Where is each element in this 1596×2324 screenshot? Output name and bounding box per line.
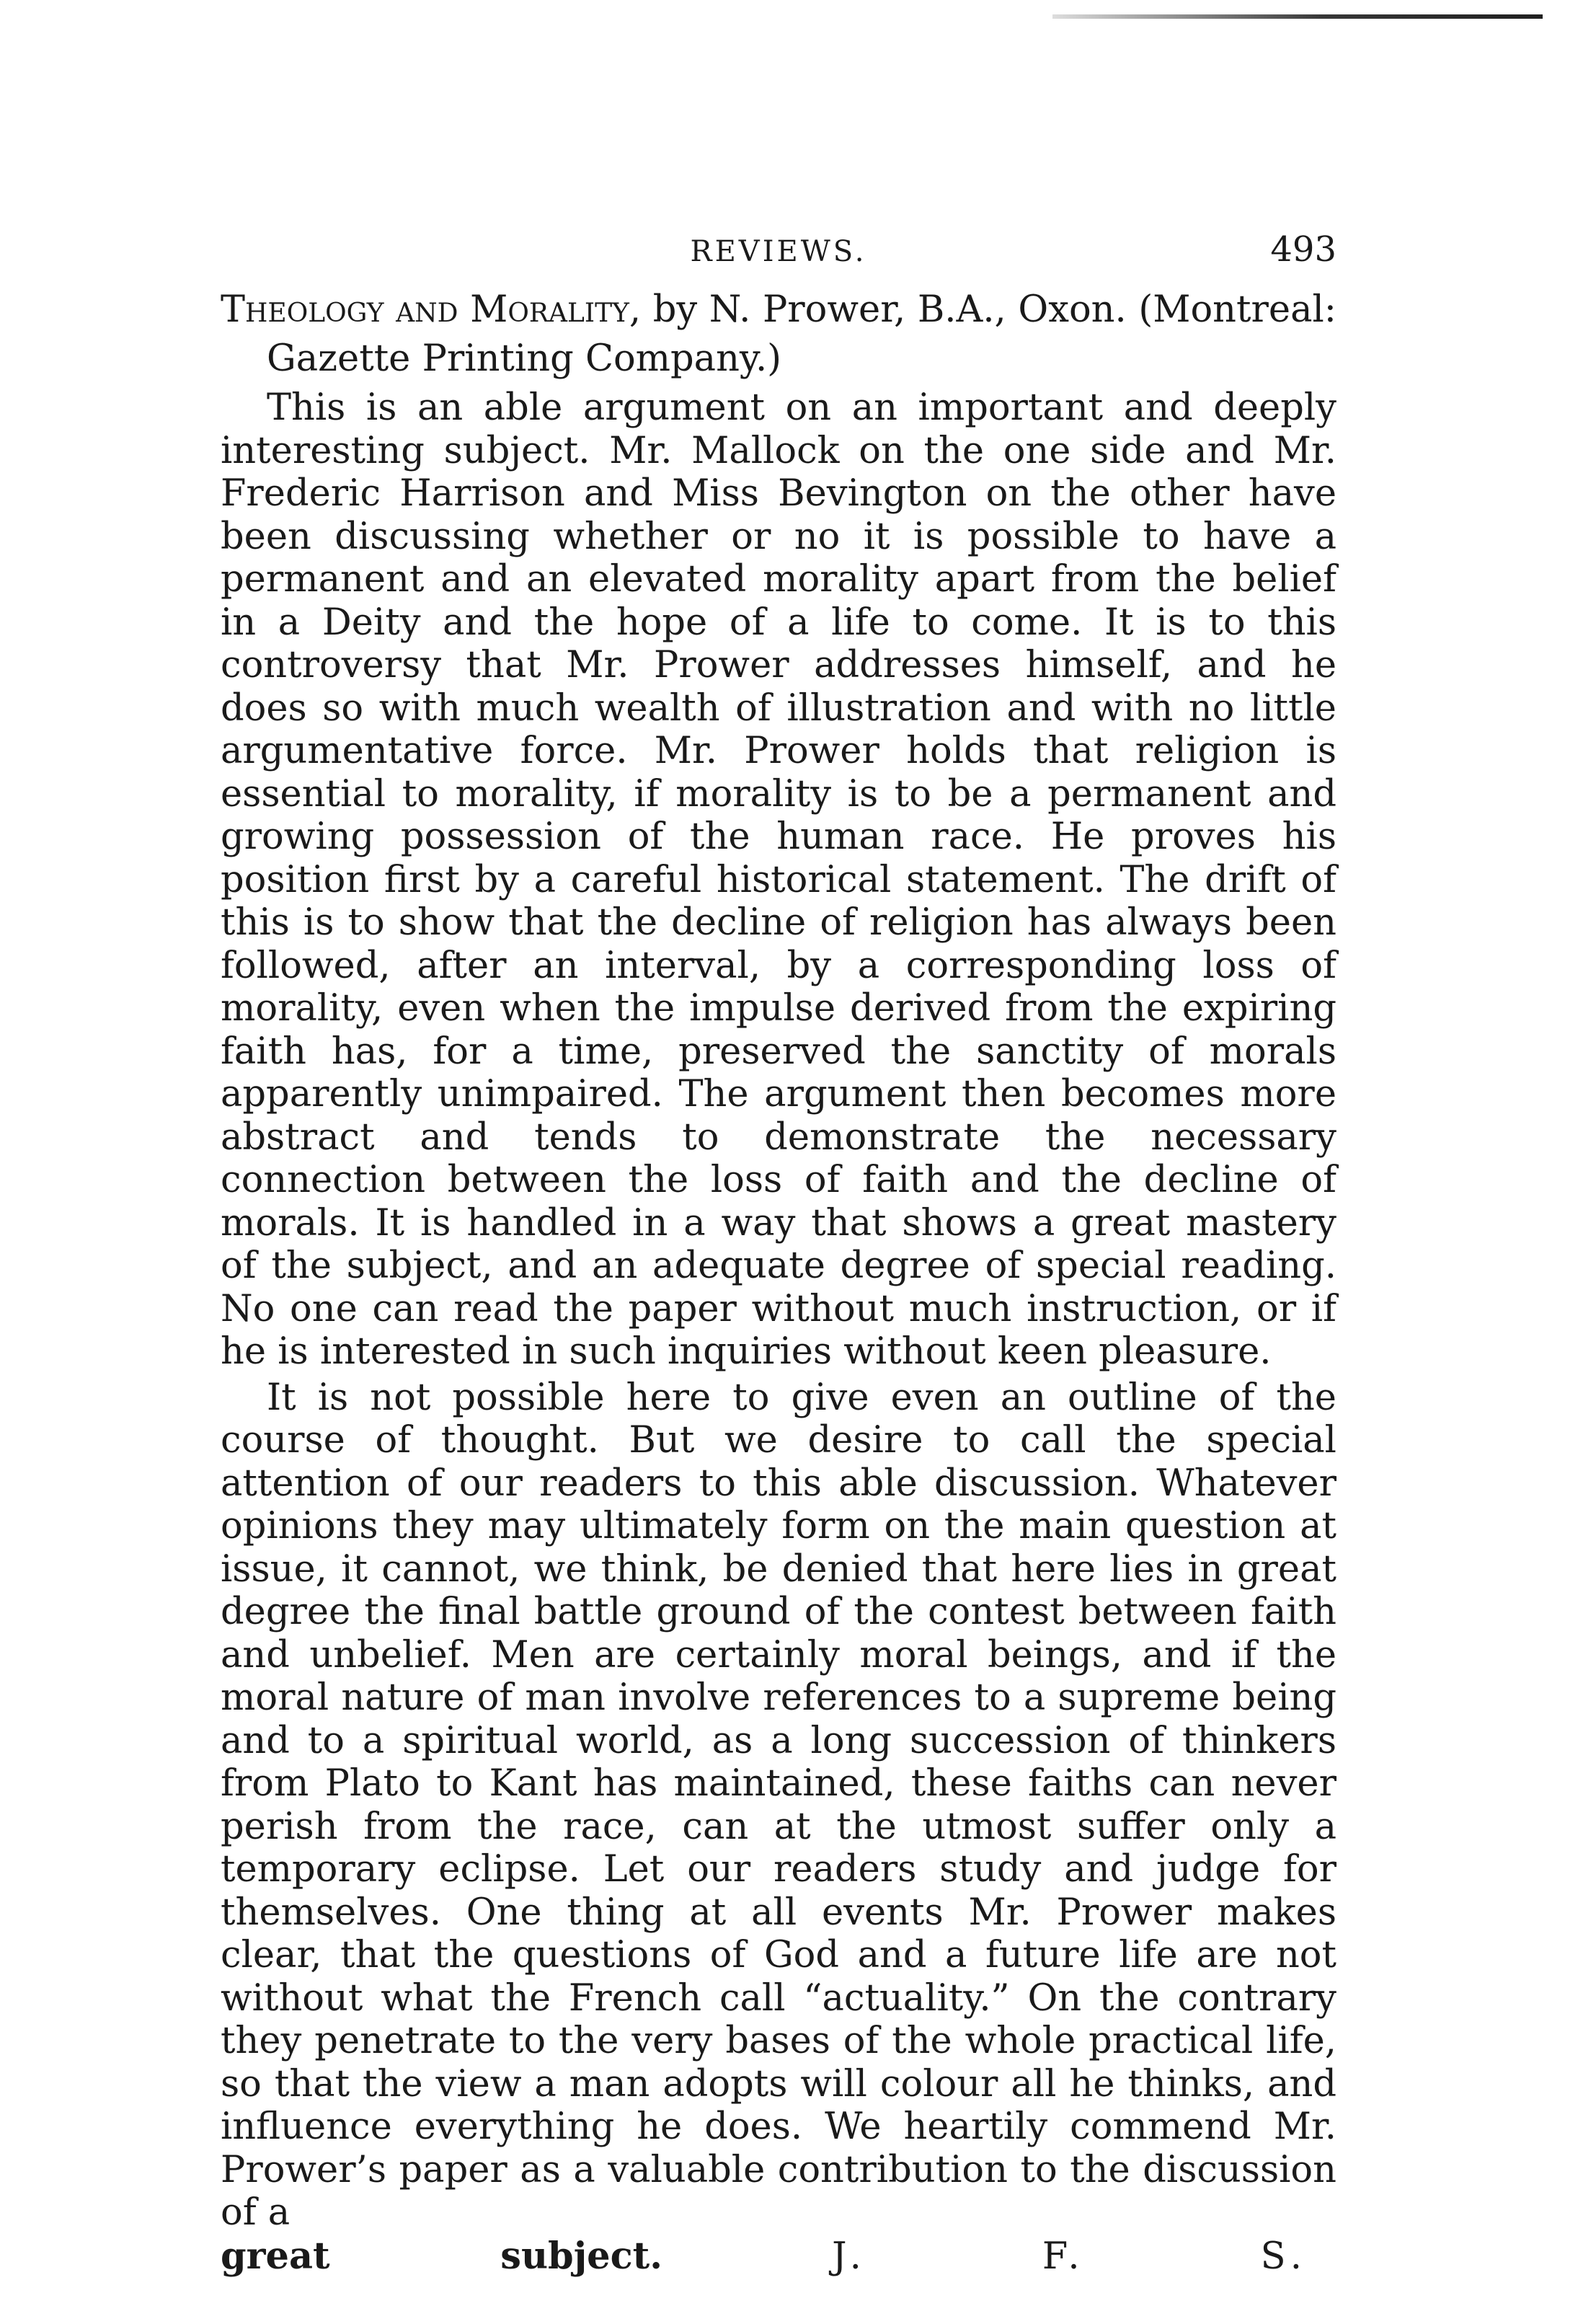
page-number: 493: [1270, 229, 1336, 270]
review-citation: [221, 286, 1336, 384]
review-author: by N. Prower, B.A., Oxon.: [652, 288, 1127, 331]
section-title: REVIEWS.: [690, 235, 867, 268]
review-publisher: (Montreal: Gazette Printing Company.): [267, 288, 1336, 380]
top-edge-rule: [1052, 14, 1543, 19]
review-paragraph-1: This is an able argument on an important and deeply interesting subject. Mr. Mallock on the one side and Mr. Frederic Harrison and Miss Bevington on the other have been discussing whether or no it is possible to have a permanent and an elevated morality apart from the belief in a Deity and the hope of a life to come. It is to this controversy that Mr. Prower addresses himself, and he does so with much wealth of illustration and with no little argumentative force. Mr. Prower holds that religion is essential to morality, if morality is to be a permanent and growing possession of the human race. He proves his position first by a careful historical statement. The drift of this is to show that the decline of religion has always been followed, after an interval, by a corresponding loss of morality, even when the impulse derived from the expiring faith has, for a time, preserved the sanctity of morals apparently unimpaired. The argument then becomes more abstract and tends to demonstrate the necessary connection between the loss of faith and the decline of morals. It is handled in a way that shows a great mastery of the subject, and an adequate degree of special reading. No one can read the paper without much instruction, or if he is interested in such inquiries without keen pleasure.: [221, 386, 1336, 1373]
running-head: [221, 229, 1336, 280]
book-page: [221, 229, 1336, 2279]
review-paragraph-2: It is not possible here to give even an outline of the course of thought. But we desire to call the special attention of our readers to this able discussion. Whatever opinions they may ultimately form on the main question at issue, it cannot, we think, be denied that here lies in great degree the final battle ground of the contest between faith and unbelief. Men are certainly moral beings, and if the moral nature of man involve references to a supreme being and to a spiritual world, as a long succession of thinkers from Plato to Kant has maintained, these faiths can never perish from the race, can at the utmost suffer only a temporary eclipse. Let our readers study and judge for themselves. One thing at all events Mr. Prower makes clear, that the questions of God and a future life are not without what the French call “actuality.” On the contrary they penetrate to the very bases of the whole practical life, so that the view a man adopts will colour all he thinks, and influence everything he does. We heartily commend Mr. Prower’s paper as a valuable contribution to the discussion of a: [221, 1376, 1336, 2234]
review-title: Theology and Morality,: [221, 288, 642, 331]
review-signoff: [221, 2235, 1336, 2279]
reviewer-initials: J. F. S.: [832, 2235, 1308, 2278]
closing-words: great subject.: [221, 2234, 662, 2278]
